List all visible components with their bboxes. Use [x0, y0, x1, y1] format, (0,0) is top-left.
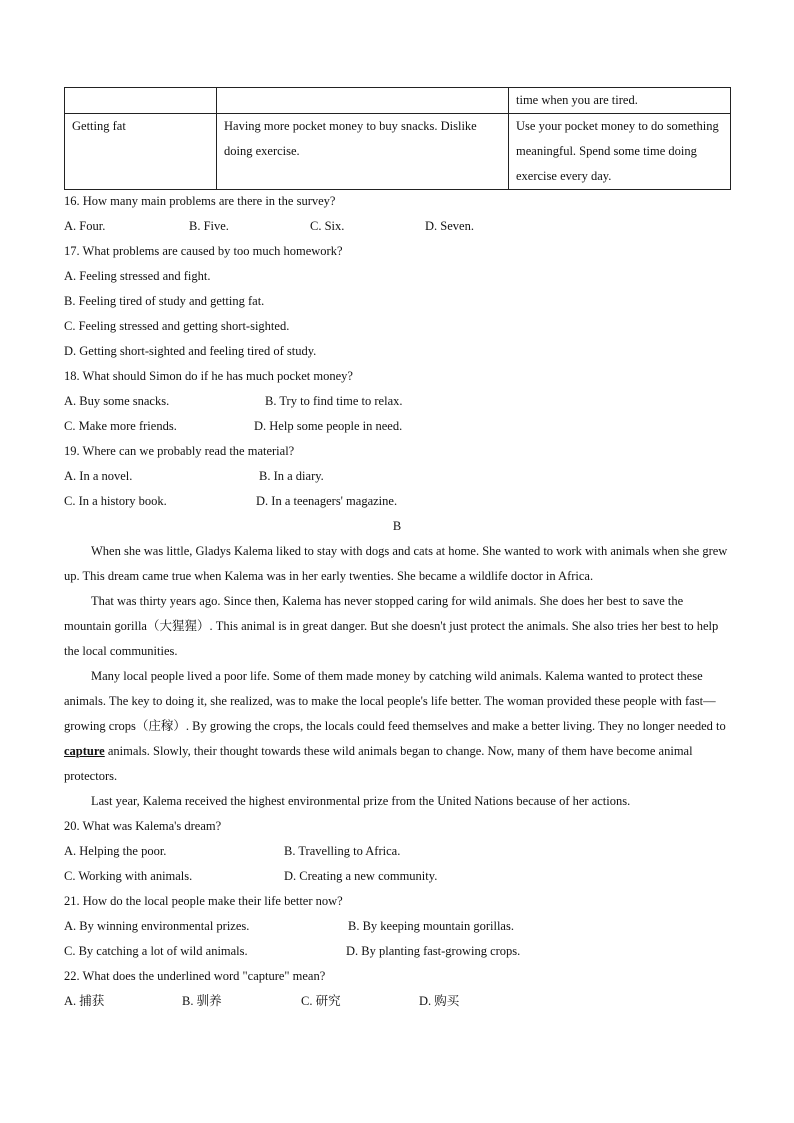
table-cell: [65, 88, 217, 114]
option: B. Feeling tired of study and getting fat.: [64, 294, 265, 308]
option: C. 研究: [301, 994, 341, 1008]
option: C. Feeling stressed and getting short-sighted.: [64, 319, 290, 333]
option: C. In a history book.: [64, 494, 167, 508]
option: C. Make more friends.: [64, 419, 177, 433]
table-cell: Having more pocket money to buy snacks. Dislike doing exercise.: [217, 114, 509, 190]
option: A. By winning environmental prizes.: [64, 919, 250, 933]
question-20: 20. What was Kalema's dream?: [64, 819, 222, 833]
option: B. Five.: [189, 219, 229, 233]
table-row: [65, 88, 731, 114]
option: D. Help some people in need.: [254, 419, 403, 433]
options-19-row1: [64, 464, 730, 489]
question-19: 19. Where can we probably read the material?: [64, 444, 295, 458]
passage-paragraph-4: Last year, Kalema received the highest environmental prize from the United Nations because of her actions.: [91, 794, 631, 808]
passage-paragraph-2: That was thirty years ago. Since then, Kalema has never stopped caring for wild animals. She does her best to save the mountain gorilla（大猩猩）. This animal is in great danger. But she doesn't just protect the animals. She also tries her best to help the local communities.: [64, 594, 719, 658]
option: A. Buy some snacks.: [64, 394, 170, 408]
options-21-row1: [64, 914, 730, 939]
underlined-word: capture: [64, 744, 105, 758]
passage-paragraph-1: When she was little, Gladys Kalema liked to stay with dogs and cats at home. She wanted to work with animals when she grew up. This dream came true when Kalema was in her early twenties. She became a wildlife doctor in Africa.: [64, 544, 728, 583]
question-17: 17. What problems are caused by too much homework?: [64, 244, 343, 258]
option: B. Travelling to Africa.: [284, 844, 401, 858]
passage-text: Many local people lived a poor life. Some of them made money by catching wild animals. Kalema wanted to protect these animals. The key to doing it, she realized, was to make the local people's life better. The woman provided these people with fast—growing crops（庄稼）. By growing the crops, the locals could feed themselves and make a better living. They no longer needed to: [64, 669, 726, 733]
option: C. Six.: [310, 219, 345, 233]
question-22: 22. What does the underlined word "capture" mean?: [64, 969, 326, 983]
options-18-row1: [64, 389, 730, 414]
option: B. Try to find time to relax.: [265, 394, 403, 408]
option: C. Working with animals.: [64, 869, 193, 883]
option: B. In a diary.: [259, 469, 324, 483]
option: B. By keeping mountain gorillas.: [348, 919, 514, 933]
passage-text: animals. Slowly, their thought towards these wild animals began to change. Now, many of them have become animal protectors.: [64, 744, 693, 783]
options-21-row2: [64, 939, 730, 964]
option: D. 购买: [419, 994, 460, 1008]
options-18-row2: [64, 414, 730, 439]
table-cell: [217, 88, 509, 114]
question-18: 18. What should Simon do if he has much pocket money?: [64, 369, 353, 383]
table-cell: time when you are tired.: [509, 88, 731, 114]
options-20-row1: [64, 839, 730, 864]
option: A. Four.: [64, 219, 106, 233]
option: D. By planting fast-growing crops.: [346, 944, 521, 958]
table-cell: Use your pocket money to do something meaningful. Spend some time doing exercise every day.: [509, 114, 731, 190]
section-heading: B: [392, 519, 402, 533]
options-20-row2: [64, 864, 730, 889]
passage-paragraph-3: [64, 664, 730, 789]
table-row: [65, 114, 731, 190]
question-16: 16. How many main problems are there in the survey?: [64, 194, 336, 208]
option: D. Seven.: [425, 219, 474, 233]
options-22: [64, 989, 730, 1014]
option: B. 驯养: [182, 994, 222, 1008]
options-19-row2: [64, 489, 730, 514]
option: A. In a novel.: [64, 469, 133, 483]
options-16: [64, 214, 730, 239]
option: D. In a teenagers' magazine.: [256, 494, 398, 508]
option: C. By catching a lot of wild animals.: [64, 944, 248, 958]
option: A. 捕获: [64, 994, 105, 1008]
content: [64, 189, 730, 1014]
option: D. Creating a new community.: [284, 869, 438, 883]
option: A. Feeling stressed and fight.: [64, 269, 211, 283]
survey-table: [64, 87, 731, 190]
table-cell: Getting fat: [65, 114, 217, 190]
option: A. Helping the poor.: [64, 844, 167, 858]
question-21: 21. How do the local people make their life better now?: [64, 894, 343, 908]
option: D. Getting short-sighted and feeling tired of study.: [64, 344, 317, 358]
